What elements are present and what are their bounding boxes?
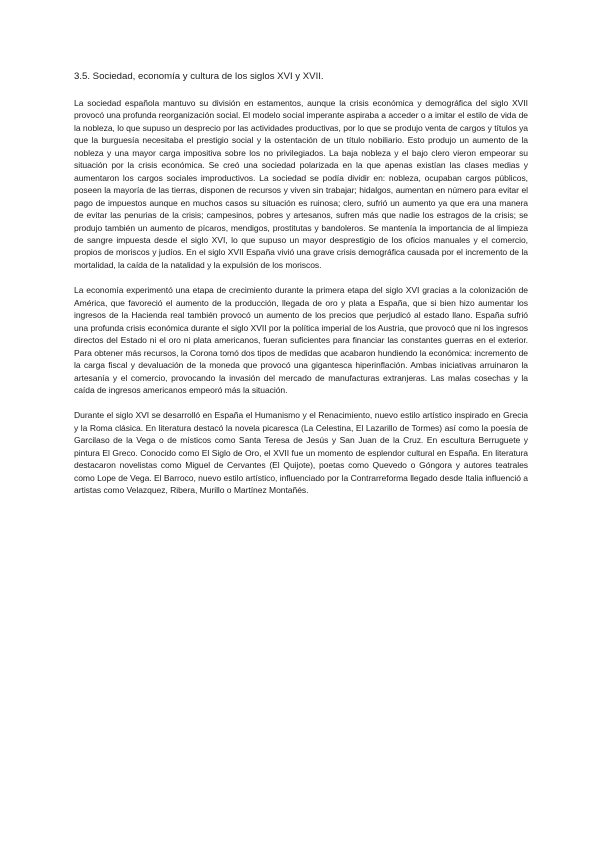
paragraph-economy: La economía experimentó una etapa de crecimiento durante la primera etapa del siglo XVI gracias a la colonización de América, que favoreció el aumento de la producción, llegada de oro y plata a España, que si bien hizo aumentar los ingresos de la Hacienda real también provocó un aumento de los precios que perjudicó al estado llano. España sufrió una profunda crisis económica durante el siglo XVII por la política imperial de los Austria, que provocó que ni los ingresos directos del Estado ni el oro ni plata americanos, fueran suficientes para financiar las constantes guerras en el exterior. Para obtener más recursos, la Corona tomó dos tipos de medidas que acabaron hundiendo la económica: incremento de la carga fiscal y devaluación de la moneda que provocó una gigantesca hiperinflación. Ambas iniciativas arruinaron la artesanía y el comercio, provocando la invasión del mercado de manufacturas extranjeras. Las malas cosechas y la caída de ingresos americanos empeoró más la situación.: [74, 285, 528, 395]
section-heading: 3.5. Sociedad, economía y cultura de los siglos XVI y XVII.: [74, 71, 324, 82]
document-page: [74, 70, 528, 510]
paragraph-culture: Durante el siglo XVI se desarrolló en España el Humanismo y el Renacimiento, nuevo estilo artístico inspirado en Grecia y la Roma clásica. En literatura destacó la novela picaresca (La Celestina, El Lazarillo de Tormes) así como la poesía de Garcilaso de la Vega o de místicos como Santa Teresa de Jesús y San Juan de la Cruz. En escultura Berruguete y pintura El Greco. Conocido como El Siglo de Oro, el XVII fue un momento de esplendor cultural en España. En literatura destacaron novelistas como Miguel de Cervantes (El Quijote), poetas como Quevedo o Góngora y autores teatrales como Lope de Vega. El Barroco, nuevo estilo artístico, influenciado por la Contrarreforma llegado desde Italia influenció a artistas como Velazquez, Ribera, Murillo o Martínez Montañés.: [74, 410, 528, 496]
paragraph-society: La sociedad española mantuvo su división en estamentos, aunque la crisis económica y demográfica del siglo XVII provocó una profunda reorganización social. El modelo social imperante aspiraba a acceder o a imitar el estilo de vida de la nobleza, lo que supuso un desprecio por las actividades productivas, por lo que se produjo venta de cargos y títulos ya que la burguesía necesitaba el prestigio social y la ostentación de un título nobiliario. Esto produjo un aumento de la nobleza y una mayor carga impositiva sobre los no privilegiados. La baja nobleza y el bajo clero vieron empeorar su situación por la crisis económica. Se creó una sociedad polarizada en la que apenas existían las clases medias y aumentaron los cargos sociales improductivos. La sociedad se podía dividir en: nobleza, ocupaban cargos públicos, poseen la mayoría de las tierras, disponen de recursos y viven sin trabajar; hidalgos, aumentan en número para evitar el pago de impuestos aunque en muchos casos su situación es ruinosa; clero, sufrió un aumento ya que era una manera de evitar las penurias de la crisis; campesinos, pobres y artesanos, sufren más que nadie los estragos de la crisis; se produjo también un aumento de pícaros, mendigos, prostitutas y bandoleros. Se mantenía la importancia de al limpieza de sangre impuesta desde el siglo XVI, lo que supuso un mayor desprestigio de los oficios manuales y el comercio, propios de moriscos y judíos. En el siglo XVII España vivió una grave crisis demográfica causada por el incremento de la mortalidad, la caída de la natalidad y la expulsión de los moriscos.: [74, 98, 528, 270]
